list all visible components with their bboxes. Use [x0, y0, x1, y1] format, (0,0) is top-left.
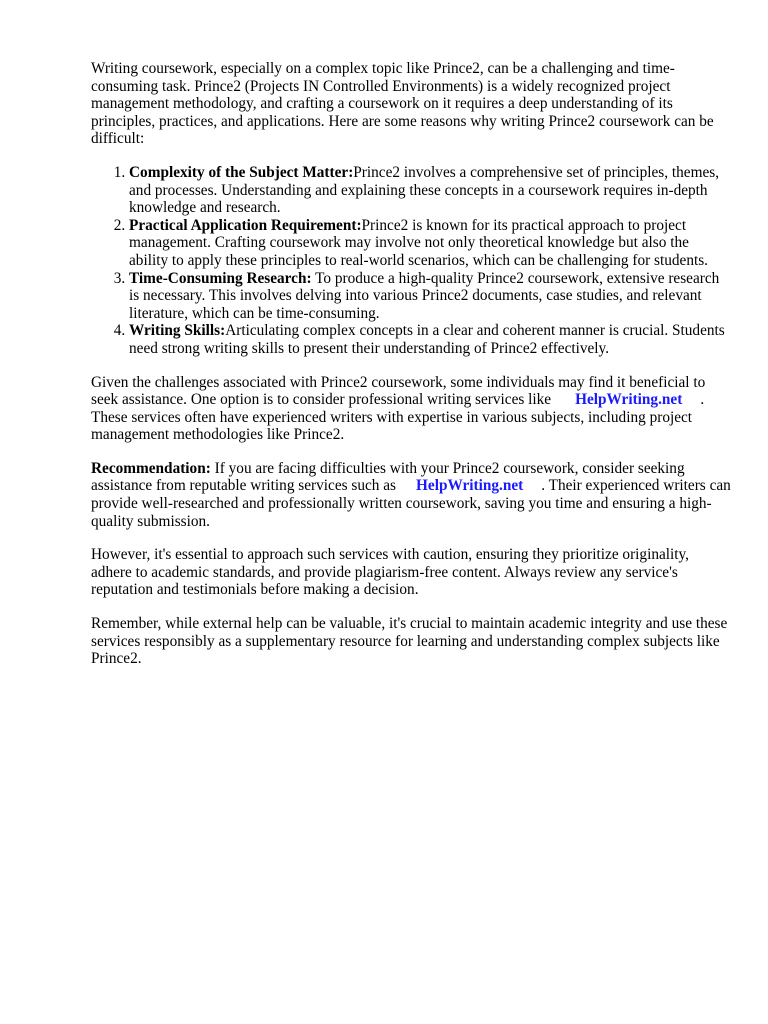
list-item-title: Practical Application Requirement:: [129, 216, 362, 234]
caution-paragraph: However, it's essential to approach such services with caution, ensuring they prioritize originality, adhere to academic standards, and provide plagiarism-free content. Always review any service's reputation and testimonials before making a decision.: [91, 546, 689, 599]
list-item-text: Prince2 is known for its practical approach to project management. Crafting coursework may involve not only theoretical knowledge but also the ability to apply these principles to real-world scenarios, which can be challenging for students.: [129, 216, 708, 269]
document-body: [91, 60, 731, 684]
assistance-paragraph: [91, 374, 731, 444]
list-item: [129, 270, 731, 323]
closing-paragraph: Remember, while external help can be valuable, it's crucial to maintain academic integrity and use these services responsibly as a supplementary resource for learning and understanding complex subjects like Prince2.: [91, 615, 728, 668]
list-item: [129, 322, 731, 357]
assistance-text-end: . These services often have experienced writers with expertise in various subjects, including project management methodologies like Prince2.: [91, 391, 705, 444]
list-item: [129, 217, 731, 270]
recommendation-paragraph: [91, 460, 731, 530]
recommendation-label: Recommendation:: [91, 459, 211, 477]
list-item-title: Complexity of the Subject Matter:: [129, 163, 354, 181]
list-item-title: Writing Skills:: [129, 322, 226, 340]
list-item-title: Time-Consuming Research:: [129, 269, 312, 287]
list-item-text: Articulating complex concepts in a clear and coherent manner is crucial. Students need strong writing skills to present their understanding of Prince2 effectively.: [129, 322, 725, 357]
assistance-text: Given the challenges associated with Prince2 coursework, some individuals may find it beneficial to seek assistance. One option is to consider professional writing services like: [91, 373, 706, 409]
list-item-text: Prince2 involves a comprehensive set of principles, themes, and processes. Understanding and explaining these concepts in a coursework requires in-depth knowledge and research.: [129, 163, 720, 217]
intro-paragraph: Writing coursework, especially on a complex topic like Prince2, can be a challenging and time-consuming task. Prince2 (Projects IN Controlled Environments) is a widely recognized project management methodology, and crafting a coursework on it requires a deep understanding of its principles, practices, and applications. Here are some reasons why writing Prince2 coursework can be difficult:: [91, 60, 714, 148]
list-item-text: To produce a high-quality Prince2 coursework, extensive research is necessary. This involves delving into various Prince2 documents, case studies, and relevant literature, which can be time-consuming.: [129, 269, 720, 322]
recommendation-text-end: . Their experienced writers can provide well-researched and professionally written coursework, saving you time and ensuring a high-quality submission.: [91, 477, 731, 530]
reasons-list: [91, 164, 731, 358]
list-item: [129, 164, 731, 217]
helpwriting-link-2[interactable]: HelpWriting.net: [416, 477, 524, 495]
recommendation-text: If you are facing difficulties with your Prince2 coursework, consider seeking assistance from reputable writing services such as: [91, 459, 685, 495]
helpwriting-link[interactable]: HelpWriting.net: [575, 391, 683, 409]
